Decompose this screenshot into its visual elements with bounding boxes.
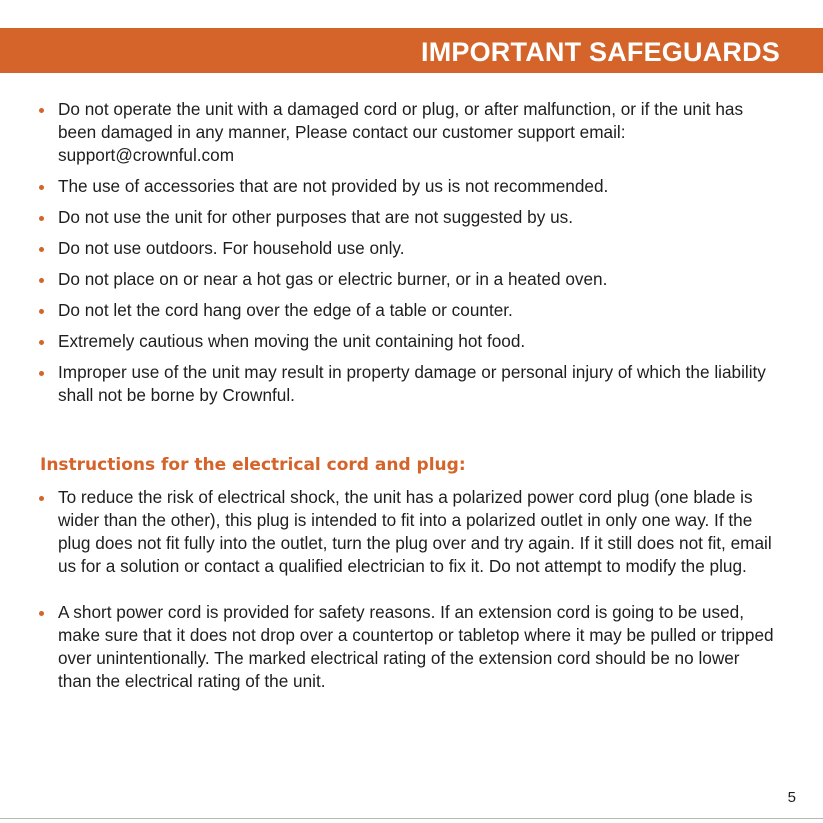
safeguard-text: Do not use outdoors. For household use only.	[58, 238, 405, 258]
safeguard-text: Do not let the cord hang over the edge of a table or counter.	[58, 300, 513, 320]
bullet-icon	[39, 611, 44, 616]
instruction-text: A short power cord is provided for safety reasons. If an extension cord is going to be used, make sure that it does not drop over a countertop or tabletop where it may be pulled or tripped over unintentionally. The marked electrical rating of the extension cord should be no lower than the electrical rating of the unit.	[58, 602, 774, 691]
bullet-icon	[39, 340, 44, 345]
list-item	[37, 486, 777, 578]
bullet-icon	[39, 216, 44, 221]
list-item	[37, 361, 777, 407]
safeguards-list	[37, 98, 777, 415]
safeguard-text: Improper use of the unit may result in property damage or personal injury of which the liability shall not be borne by Crownful.	[58, 362, 766, 405]
section-heading: Instructions for the electrical cord and plug:	[40, 455, 466, 475]
cord-instructions-list	[37, 486, 777, 716]
instruction-text: To reduce the risk of electrical shock, the unit has a polarized power cord plug (one blade is wider than the other), this plug is intended to fit into a polarized outlet in only one way. If the plug does not fit fully into the outlet, turn the plug over and try again. If it still does not fit, email us for a solution or contact a qualified electrician to fix it. Do not attempt to modify the plug.	[58, 487, 772, 576]
bullet-icon	[39, 278, 44, 283]
header-banner	[0, 28, 823, 73]
list-item	[37, 330, 777, 353]
bullet-icon	[39, 496, 44, 501]
list-item	[37, 98, 777, 167]
safeguard-text: Do not use the unit for other purposes that are not suggested by us.	[58, 207, 573, 227]
safeguard-text: Extremely cautious when moving the unit containing hot food.	[58, 331, 526, 351]
safeguard-text: Do not operate the unit with a damaged cord or plug, or after malfunction, or if the unit has been damaged in any manner, Please contact our customer support email: support@crownful.com	[58, 99, 744, 165]
list-item	[37, 206, 777, 229]
list-item	[37, 237, 777, 260]
bullet-icon	[39, 247, 44, 252]
safeguard-text: The use of accessories that are not provided by us is not recommended.	[58, 176, 609, 196]
page-number: 5	[787, 789, 796, 806]
list-item	[37, 268, 777, 291]
footer-divider	[0, 818, 823, 819]
page-title: IMPORTANT SAFEGUARDS	[421, 37, 780, 67]
safeguard-text: Do not place on or near a hot gas or electric burner, or in a heated oven.	[58, 269, 608, 289]
list-item	[37, 299, 777, 322]
bullet-icon	[39, 309, 44, 314]
bullet-icon	[39, 371, 44, 376]
list-item	[37, 601, 777, 693]
bullet-icon	[39, 185, 44, 190]
bullet-icon	[39, 108, 44, 113]
list-item	[37, 175, 777, 198]
